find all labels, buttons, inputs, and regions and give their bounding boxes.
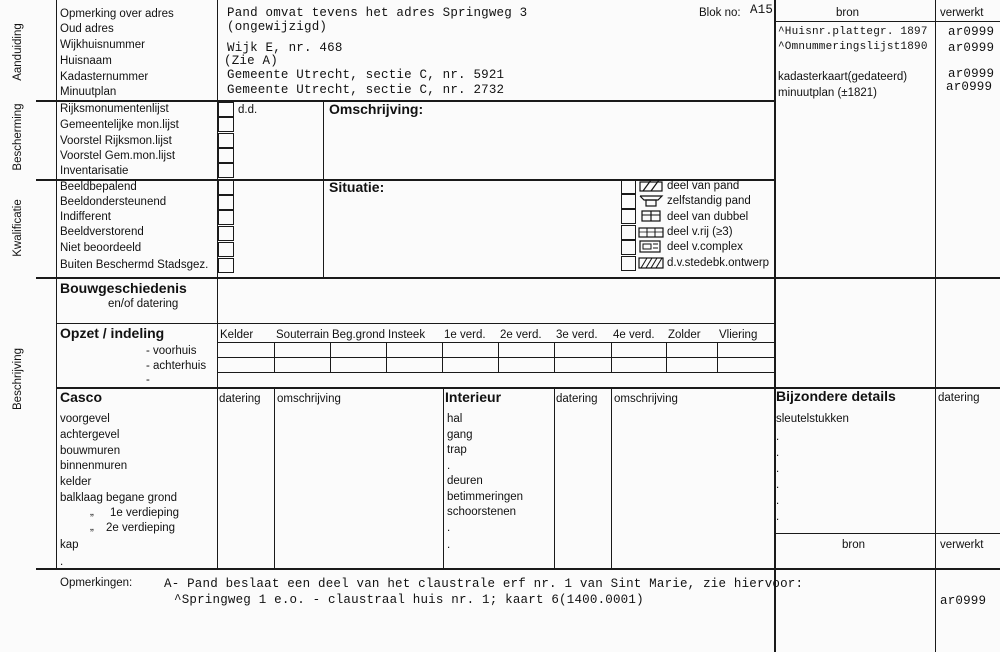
- interieur-item: trap: [447, 444, 467, 456]
- situatie-option: deel van dubbel: [667, 211, 749, 223]
- checkbox[interactable]: [621, 225, 636, 240]
- dot: .: [776, 511, 780, 523]
- divider: [330, 342, 331, 373]
- checkbox[interactable]: [621, 179, 636, 194]
- blok-value: A15: [750, 3, 774, 17]
- interieur-item: .: [447, 460, 451, 472]
- bescherming-label: Rijksmonumentenlijst: [60, 103, 169, 115]
- standalone-building-icon: [637, 194, 665, 207]
- kwalificatie-label: Niet beoordeeld: [60, 242, 142, 254]
- divider: [56, 0, 57, 569]
- kwalificatie-label: Indifferent: [60, 211, 111, 223]
- ditto-mark: „: [90, 506, 94, 518]
- dot: .: [776, 463, 780, 475]
- bron-entry: minuutplan (±1821): [778, 87, 878, 99]
- situatie-option: d.v.stedebk.ontwerp: [667, 257, 770, 269]
- building-part-icon: [637, 179, 665, 192]
- divider: [774, 21, 1000, 22]
- situatie-option: deel van pand: [667, 180, 740, 192]
- opzet-column: 2e verd.: [500, 329, 542, 341]
- checkbox[interactable]: [621, 194, 636, 209]
- verwerkt-entry: ar0999: [940, 594, 987, 608]
- verwerkt-header: verwerkt: [940, 539, 984, 551]
- opzet-row: - voorhuis: [146, 345, 197, 357]
- divider: [666, 342, 667, 373]
- section-label-aanduiding: Aanduiding: [12, 23, 24, 81]
- divider: [274, 388, 275, 569]
- interieur-col: omschrijving: [614, 393, 678, 405]
- casco-item: bouwmuren: [60, 445, 121, 457]
- bijzondere-datering: datering: [938, 392, 980, 404]
- casco-label: Casco: [60, 389, 103, 405]
- opmerkingen-label: Opmerkingen:: [60, 577, 133, 589]
- situatie-label: Situatie:: [329, 179, 385, 195]
- bescherming-label: Gemeentelijke mon.lijst: [60, 119, 179, 131]
- interieur-item: hal: [447, 413, 463, 425]
- kwalificatie-label: Beeldbepalend: [60, 181, 137, 193]
- divider: [56, 323, 774, 324]
- interieur-label: Interieur: [445, 389, 502, 405]
- verwerkt-header: verwerkt: [940, 7, 984, 19]
- aanduiding-label: Minuutplan: [60, 86, 117, 98]
- divider: [36, 277, 1000, 279]
- divider: [274, 342, 275, 373]
- opzet-column: 4e verd.: [613, 329, 655, 341]
- checkbox[interactable]: [621, 240, 636, 255]
- datering-label: en/of datering: [108, 298, 179, 310]
- opmerking-line: A- Pand beslaat een deel van het claustrale erf nr. 1 van Sint Marie, zie hiervoor:: [164, 577, 804, 591]
- checkbox[interactable]: [218, 148, 234, 163]
- aanduiding-label: Oud adres: [60, 23, 114, 35]
- opzet-label: Opzet / indeling: [60, 325, 165, 341]
- verwerkt-entry: ar0999: [948, 67, 995, 81]
- divider: [611, 342, 612, 373]
- aanduiding-label: Opmerking over adres: [60, 8, 174, 20]
- divider: [443, 387, 444, 569]
- typed-value: Gemeente Utrecht, sectie C, nr. 2732: [227, 83, 505, 97]
- ditto-mark: „: [90, 521, 94, 533]
- casco-col: omschrijving: [277, 393, 341, 405]
- casco-item: balklaag begane grond: [60, 492, 178, 504]
- checkbox[interactable]: [218, 180, 234, 195]
- opzet-column: Insteek: [388, 329, 426, 341]
- omschrijving-label: Omschrijving:: [329, 101, 424, 117]
- opzet-column: Zolder: [668, 329, 701, 341]
- checkbox[interactable]: [218, 210, 234, 225]
- casco-item: achtergevel: [60, 429, 120, 441]
- complex-icon: [637, 240, 665, 253]
- casco-item: kelder: [60, 476, 92, 488]
- interieur-col: datering: [556, 393, 598, 405]
- checkbox[interactable]: [218, 226, 234, 241]
- checkbox[interactable]: [218, 133, 234, 148]
- checkbox[interactable]: [218, 102, 234, 117]
- row-house-icon: [637, 225, 665, 238]
- opmerking-line: ^Springweg 1 e.o. - claustraal huis nr. 1; kaart 6(1400.0001): [174, 593, 644, 607]
- opzet-column: Beg.grond: [332, 329, 386, 341]
- interieur-item: .: [447, 539, 451, 551]
- divider: [217, 372, 774, 373]
- bijzondere-item: sleutelstukken: [776, 413, 849, 425]
- bescherming-label: Voorstel Gem.mon.lijst: [60, 150, 176, 162]
- kwalificatie-label: Beeldverstorend: [60, 226, 144, 238]
- dot: .: [776, 479, 780, 491]
- urban-design-icon: [637, 256, 665, 269]
- typed-value: Pand omvat tevens het adres Springweg 3: [227, 6, 528, 20]
- aanduiding-label: Wijkhuisnummer: [60, 39, 145, 51]
- dot: .: [776, 495, 780, 507]
- divider: [717, 342, 718, 373]
- divider: [935, 533, 936, 652]
- bron-header: bron: [842, 539, 866, 551]
- interieur-item: betimmeringen: [447, 491, 524, 503]
- casco-item: 1e verdieping: [110, 507, 180, 519]
- dot: .: [776, 447, 780, 459]
- verwerkt-entry: ar0999: [948, 25, 995, 39]
- dot: .: [776, 431, 780, 443]
- interieur-item: .: [447, 522, 451, 534]
- situatie-option: deel v.complex: [667, 241, 743, 253]
- casco-item: 2e verdieping: [106, 522, 176, 534]
- situatie-option: zelfstandig pand: [667, 195, 751, 207]
- verwerkt-entry: ar0999: [948, 41, 995, 55]
- typed-value: Gemeente Utrecht, sectie C, nr. 5921: [227, 68, 505, 82]
- divider: [611, 388, 612, 569]
- checkbox[interactable]: [218, 163, 234, 178]
- divider: [774, 533, 1000, 534]
- checkbox[interactable]: [218, 195, 234, 210]
- opzet-column: Kelder: [220, 329, 254, 341]
- situatie-option: deel v.rij (≥3): [667, 226, 733, 238]
- divider: [498, 342, 499, 373]
- aanduiding-label: Huisnaam: [60, 55, 112, 67]
- verwerkt-entry: ar0999: [946, 80, 993, 94]
- opzet-column: 1e verd.: [444, 329, 486, 341]
- checkbox[interactable]: [218, 258, 234, 273]
- divider: [774, 0, 776, 652]
- opzet-row: -: [146, 374, 150, 386]
- aanduiding-label: Kadasternummer: [60, 71, 149, 83]
- casco-item: binnenmuren: [60, 460, 128, 472]
- section-label-beschrijving: Beschrijving: [12, 348, 24, 410]
- section-label-kwalificatie: Kwalificatie: [12, 199, 24, 257]
- casco-col: datering: [219, 393, 261, 405]
- section-label-bescherming: Bescherming: [12, 103, 24, 171]
- bron-header: bron: [836, 7, 860, 19]
- dd-label: d.d.: [238, 104, 258, 116]
- checkbox[interactable]: [218, 117, 234, 132]
- interieur-item: deuren: [447, 475, 483, 487]
- divider: [217, 357, 774, 358]
- kwalificatie-label: Buiten Beschermd Stadsgez.: [60, 259, 209, 271]
- casco-dot: .: [60, 556, 64, 568]
- bouwgeschiedenis-label: Bouwgeschiedenis: [60, 280, 187, 296]
- casco-item: kap: [60, 539, 79, 551]
- checkbox[interactable]: [218, 242, 234, 257]
- divider: [323, 100, 324, 278]
- opzet-column: Vliering: [719, 329, 758, 341]
- divider: [442, 342, 443, 373]
- interieur-item: schoorstenen: [447, 506, 517, 518]
- divider: [386, 342, 387, 373]
- bijzondere-label: Bijzondere details: [776, 388, 896, 404]
- opzet-column: Souterrain: [276, 329, 330, 341]
- divider: [554, 388, 555, 569]
- typed-value: Wijk E, nr. 468: [227, 41, 343, 55]
- typed-value: (Zie A): [224, 54, 278, 68]
- opzet-column: 3e verd.: [556, 329, 598, 341]
- kwalificatie-label: Beeldondersteunend: [60, 196, 167, 208]
- blok-label: Blok no:: [699, 7, 741, 19]
- casco-item: voorgevel: [60, 413, 110, 425]
- bron-entry: kadasterkaart(gedateerd): [778, 71, 908, 83]
- bron-entry: ^Huisnr.plattegr. 1897: [778, 26, 928, 38]
- interieur-item: gang: [447, 429, 473, 441]
- bescherming-label: Voorstel Rijksmon.lijst: [60, 135, 172, 147]
- divider: [554, 342, 555, 373]
- typed-value: (ongewijzigd): [227, 20, 328, 34]
- bescherming-label: Inventarisatie: [60, 165, 129, 177]
- divider: [36, 568, 1000, 570]
- divider: [217, 0, 218, 569]
- checkbox[interactable]: [621, 209, 636, 224]
- opzet-row: - achterhuis: [146, 360, 207, 372]
- checkbox[interactable]: [621, 256, 636, 271]
- bron-entry: ^Omnummeringslijst1890: [778, 41, 928, 53]
- semi-detached-icon: [637, 209, 665, 222]
